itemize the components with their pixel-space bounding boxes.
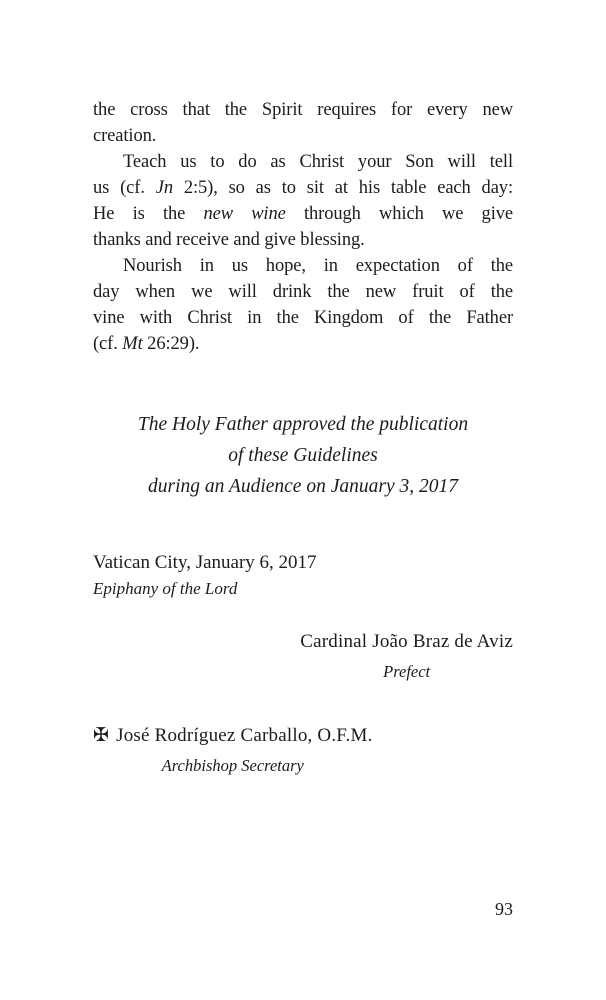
signature-secretary: [93, 721, 513, 781]
signature-prefect: [93, 627, 513, 687]
signatory-name: [93, 721, 373, 751]
body-line: He is the new wine through which we give: [93, 204, 513, 224]
body-line: the cross that the Spirit requires for every new: [93, 100, 513, 120]
body-line: us (cf. Jn 2:5), so as to sit at his table each day:: [93, 178, 513, 198]
body-line: thanks and receive and give blessing.: [93, 230, 365, 250]
body-line: Teach us to do as Christ your Son will tell: [123, 152, 513, 172]
signature-block: [300, 627, 513, 687]
approval-line: The Holy Father approved the publication: [137, 414, 469, 435]
body-line: (cf. Mt 26:29).: [93, 334, 200, 354]
approval-line: during an Audience on January 3, 2017: [148, 476, 458, 497]
dateline: [93, 549, 513, 602]
maltese-cross-icon: ✠: [93, 725, 110, 746]
page-number: 93: [495, 899, 513, 919]
place-and-date: Vatican City, January 6, 2017: [93, 552, 317, 573]
signatory-name-text: José Rodríguez Carballo, O.F.M.: [116, 725, 373, 746]
signatory-title: Archbishop Secretary: [161, 756, 304, 775]
approval-note: [93, 409, 513, 502]
prayer-text: [93, 97, 513, 357]
approval-line: of these Guidelines: [228, 445, 378, 466]
body-line: Nourish in us hope, in expectation of the: [123, 256, 513, 276]
signature-block: [93, 721, 373, 781]
feast-day: Epiphany of the Lord: [93, 579, 238, 598]
body-line: day when we will drink the new fruit of the: [93, 282, 513, 302]
signatory-name: Cardinal João Braz de Aviz: [300, 631, 513, 652]
body-line: creation.: [93, 126, 157, 146]
body-line: vine with Christ in the Kingdom of the Father: [93, 308, 513, 328]
page-content: [93, 0, 513, 1000]
signatory-title: Prefect: [383, 662, 431, 681]
